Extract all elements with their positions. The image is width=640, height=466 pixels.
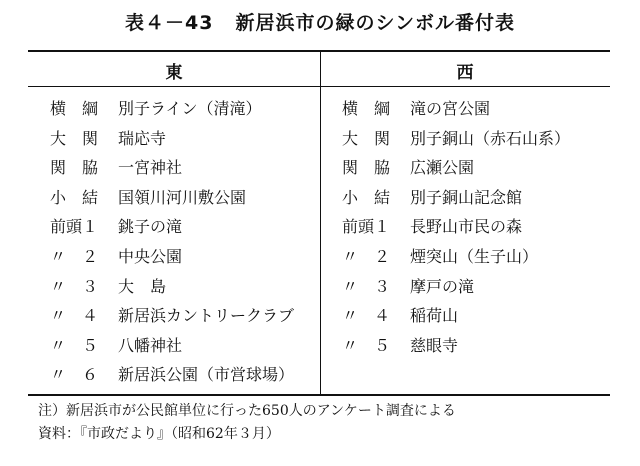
table-row	[32, 124, 167, 154]
rank-label: 関 脇	[341, 158, 390, 178]
place-name: 別子銅山記念館	[410, 187, 523, 207]
rank-label: 小 結	[341, 187, 390, 207]
table-row	[32, 212, 183, 242]
rank-label: 〃 ２	[49, 246, 98, 266]
place-name: 別子ライン（清滝）	[118, 99, 262, 118]
place-name: 稲荷山	[410, 306, 459, 326]
place-name: 八幡神社	[118, 335, 183, 355]
place-name: 広瀬公園	[410, 158, 475, 178]
place-name: 瑞応寺	[118, 128, 167, 148]
rank-label: 前頭１	[49, 217, 98, 237]
table-row	[324, 301, 459, 331]
table-row	[32, 272, 167, 302]
place-name: 一宮神社	[118, 158, 183, 178]
table-row	[324, 212, 523, 242]
east-header: 東	[165, 63, 183, 83]
table-title	[0, 8, 640, 35]
table-row	[324, 272, 475, 302]
place-name: 滝の宮公園	[410, 99, 491, 118]
place-name: 別子銅山（赤石山系）	[410, 128, 571, 148]
rank-label: 大 関	[341, 128, 390, 148]
table-title-text: 新居浜市の緑のシンボル番付表	[235, 12, 515, 34]
place-name: 煙突山（生子山）	[410, 246, 539, 266]
table-row	[32, 94, 262, 124]
table-row	[324, 242, 539, 272]
rank-label: 〃 ６	[49, 365, 98, 385]
place-name: 銚子の滝	[118, 217, 183, 237]
place-name: 国領川河川敷公園	[118, 187, 247, 207]
rank-label: 〃 ５	[341, 335, 390, 355]
table-number: 表４－43	[125, 12, 214, 34]
rank-label: 横 綱	[341, 99, 390, 118]
table-row	[32, 331, 183, 361]
table-row	[32, 301, 295, 331]
rank-label: 〃 ３	[341, 276, 390, 296]
place-name: 新居浜公園（市営球場）	[118, 365, 295, 385]
rank-label: 〃 ４	[341, 306, 390, 326]
rank-label: 大 関	[49, 128, 98, 148]
table-row	[324, 94, 491, 124]
rank-label: 〃 ４	[49, 306, 98, 326]
ranking-table	[28, 50, 610, 396]
table-row	[324, 124, 571, 154]
rank-label: 〃 ５	[49, 335, 98, 355]
table-row	[324, 331, 459, 361]
west-header: 西	[456, 63, 474, 83]
table-row	[32, 183, 247, 213]
rank-label: 前頭１	[341, 217, 390, 237]
rank-label: 〃 ３	[49, 276, 98, 296]
west-column	[324, 94, 571, 360]
place-name: 摩戸の滝	[410, 276, 475, 296]
rank-label: 〃 ２	[341, 246, 390, 266]
table-row	[324, 183, 523, 213]
column-divider	[320, 52, 321, 394]
east-column	[32, 94, 295, 390]
source-note: 資料：『市政だより』（昭和62年３月）	[38, 426, 280, 442]
table-row	[32, 360, 295, 390]
survey-note: 注）新居浜市が公民館単位に行った650人のアンケート調査による	[38, 403, 456, 419]
place-name: 慈眼寺	[410, 335, 459, 355]
place-name: 大 島	[118, 276, 167, 296]
table-row	[32, 153, 183, 183]
place-name: 新居浜カントリークラブ	[118, 306, 295, 326]
place-name: 長野山市民の森	[410, 217, 523, 237]
place-name: 中央公園	[118, 246, 183, 266]
rank-label: 横 綱	[49, 99, 98, 118]
rank-label: 小 結	[49, 187, 98, 207]
table-row	[32, 242, 183, 272]
header-divider	[28, 86, 610, 87]
table-row	[324, 153, 475, 183]
rank-label: 関 脇	[49, 158, 98, 178]
